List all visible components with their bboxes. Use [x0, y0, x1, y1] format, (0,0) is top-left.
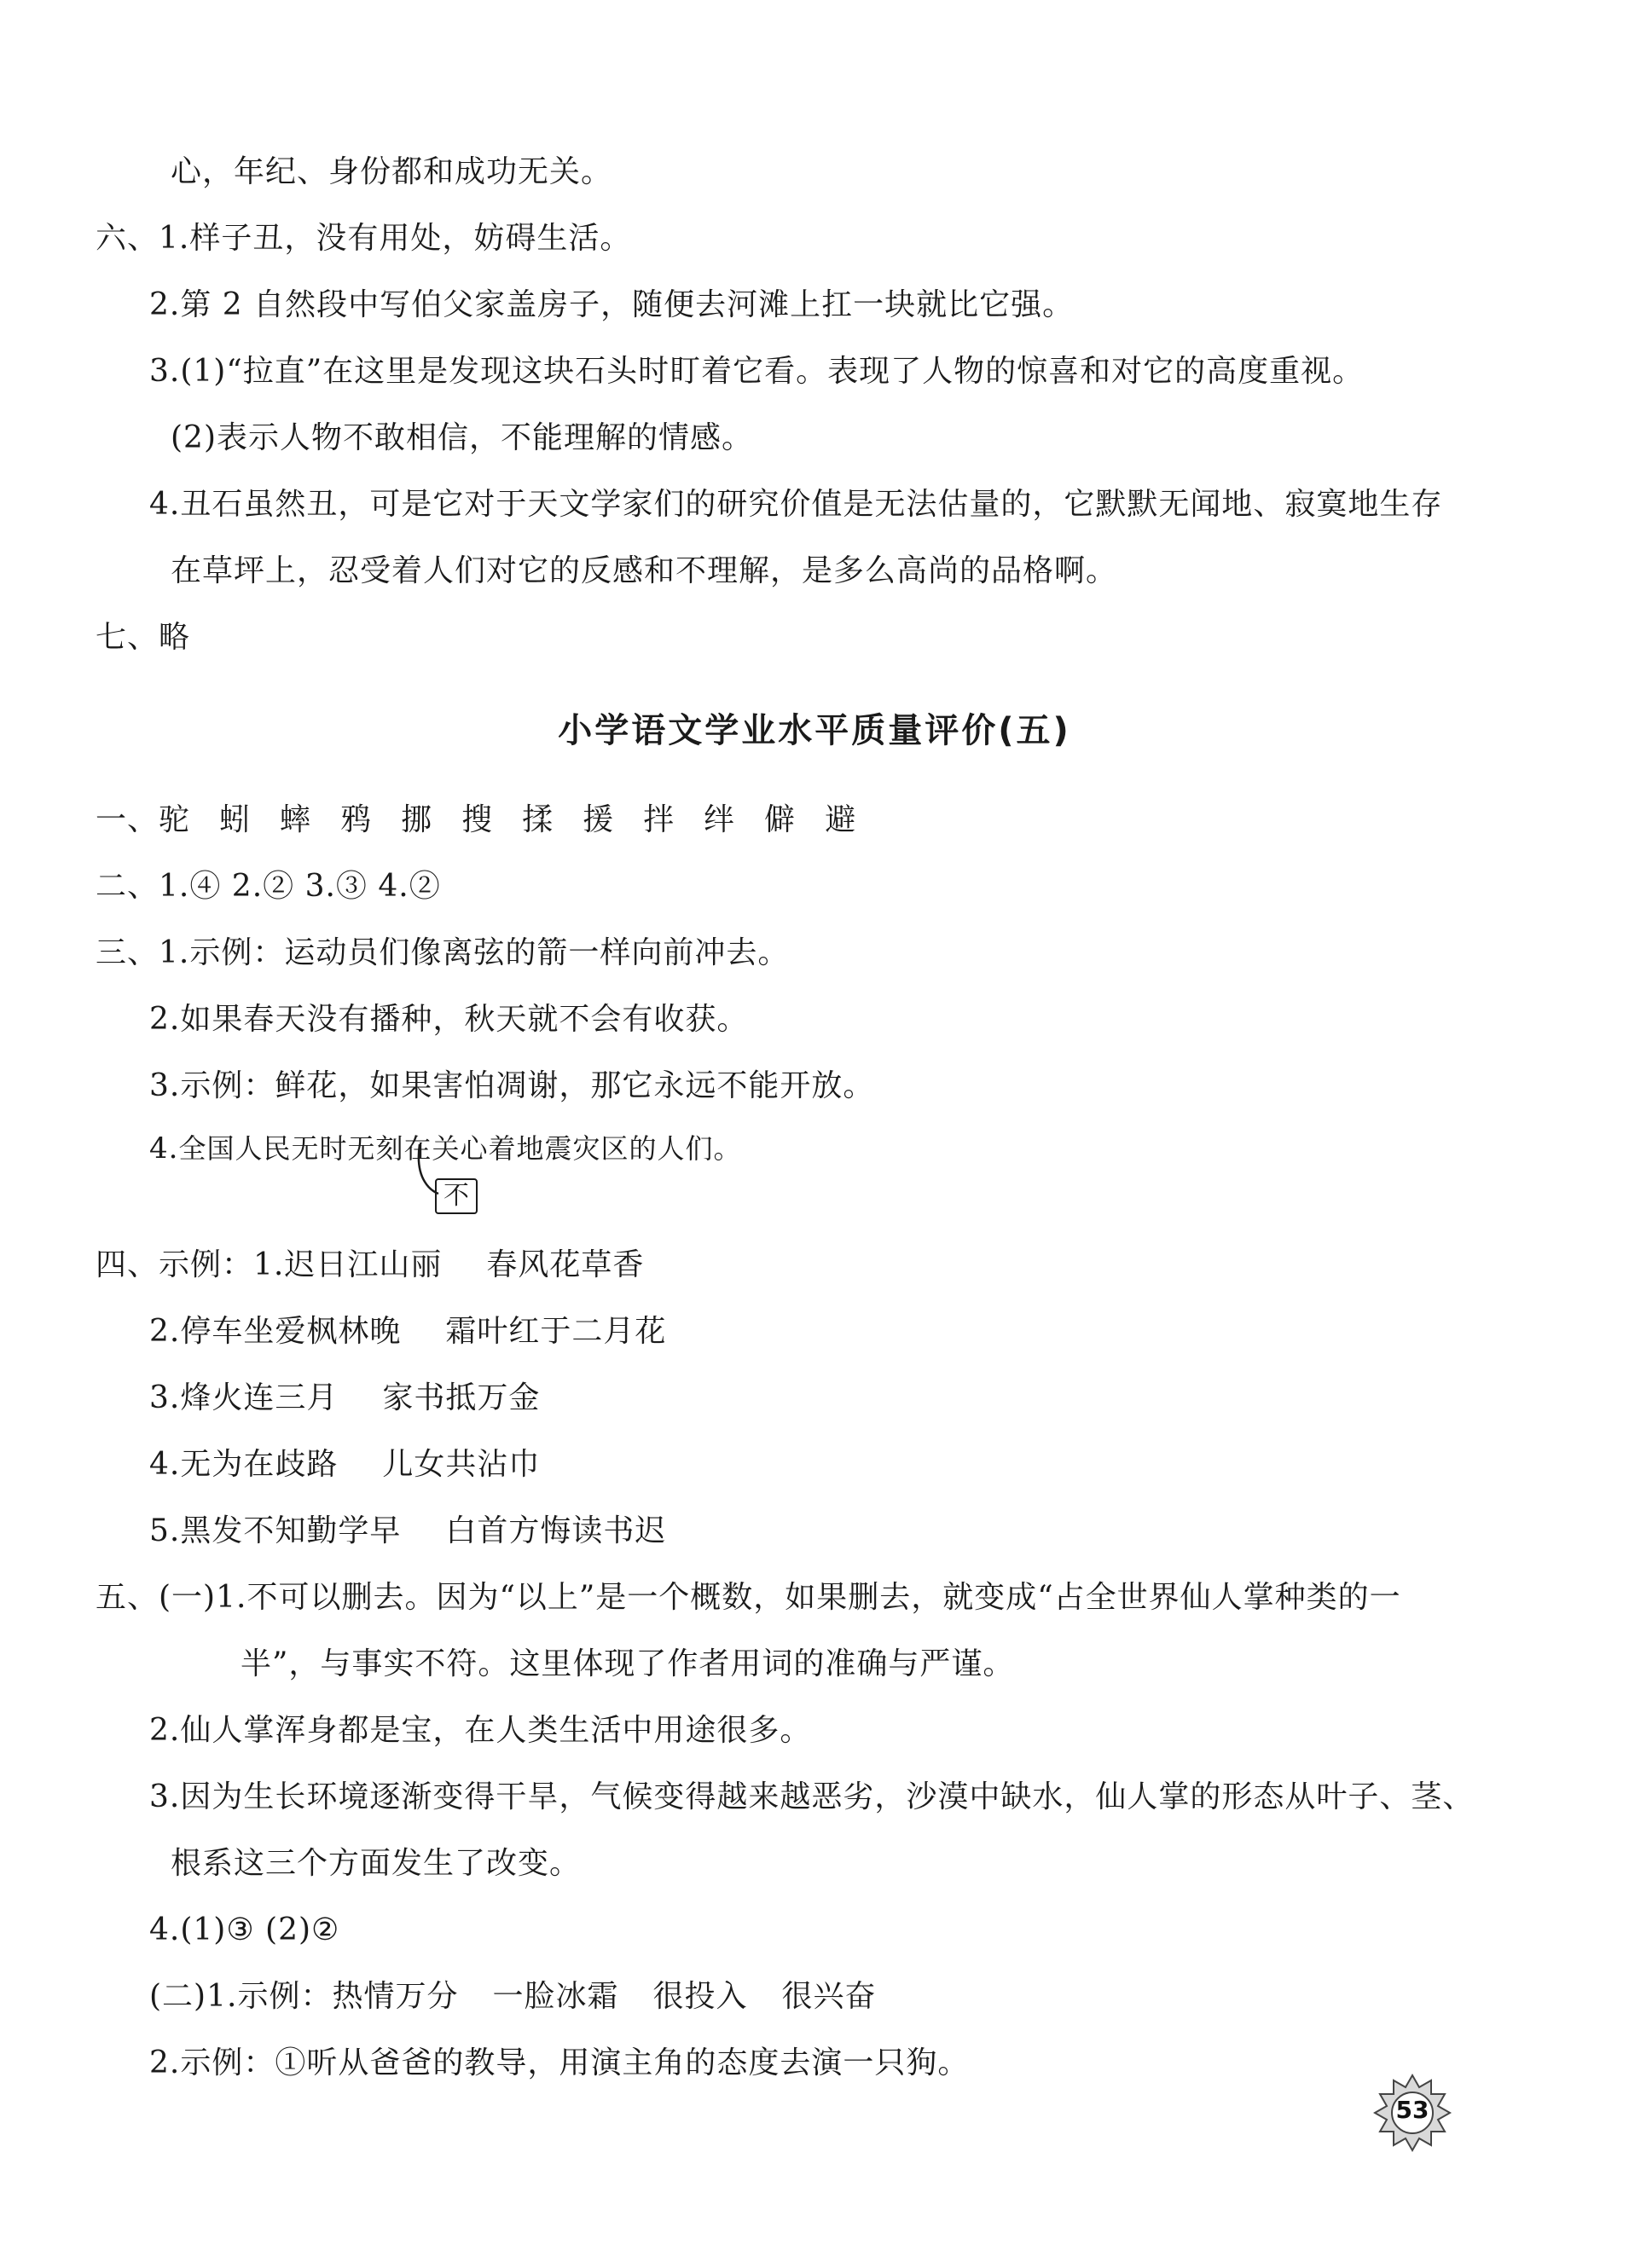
verse-line: 家书抵万金	[382, 1380, 541, 1415]
char-item: 蚓	[219, 802, 252, 837]
verse-line: 春风花草香	[486, 1247, 645, 1282]
answer-line: 4.丑石虽然丑，可是它对于天文学家们的研究价值是无法估量的，它默默无闻地、寂寞地生存	[149, 487, 1443, 522]
answer-line: (2)表示人物不敢相信，不能理解的情感。	[171, 420, 753, 455]
answer-line: 五、(一)1.不可以删去。因为“以上”是一个概数，如果删去，就变成“占全世界仙人掌种类的一	[96, 1580, 1401, 1615]
correction-sentence: 全国人民无时无刻在关心着地震灾区的人们。	[178, 1132, 742, 1165]
page-number-badge	[1371, 2072, 1453, 2154]
char-item: 拌	[643, 802, 675, 837]
answer-line: 根系这三个方面发生了改变。	[171, 1846, 582, 1881]
answer-line: 2.示例：①听从爸爸的教导，用演主角的态度去演一只狗。	[149, 2045, 970, 2080]
char-item: 驼	[159, 802, 191, 837]
verse-line: 3.烽火连三月	[149, 1380, 339, 1415]
verse-line: 5.黑发不知勤学早	[149, 1513, 402, 1548]
verse-line: 霜叶红于二月花	[445, 1314, 667, 1349]
answer-line: 二、1.④ 2.② 3.③ 4.②	[96, 869, 441, 904]
answer-phrase: 很兴奋	[781, 1979, 877, 2014]
verse-line: 儿女共沾巾	[382, 1447, 541, 1482]
char-list	[96, 801, 885, 839]
verse-line: 2.停车坐爱枫林晚	[149, 1314, 402, 1349]
insertion-mark	[409, 1134, 486, 1211]
item-number: 4.	[149, 1131, 179, 1166]
section-title: 小学语文学业水平质量评价(五)	[558, 711, 1071, 750]
char-item: 援	[583, 802, 615, 837]
answer-line: 2.仙人掌浑身都是宝，在人类生活中用途很多。	[149, 1713, 812, 1748]
answer-line	[149, 1513, 666, 1550]
answer-line: 在草坪上，忍受着人们对它的反感和不理解，是多么高尚的品格啊。	[171, 553, 1118, 588]
answer-line	[149, 1313, 666, 1351]
answer-line: 3.(1)“拉直”在这里是发现这块石头时盯着它看。表现了人物的惊喜和对它的高度重视。	[149, 354, 1365, 389]
char-item: 绊	[704, 802, 736, 837]
answer-line	[149, 1380, 540, 1417]
answer-line: 2.第 2 自然段中写伯父家盖房子，随便去河滩上扛一块就比它强。	[149, 287, 1075, 322]
answer-line: 七、略	[96, 620, 191, 655]
answer-line: 2.如果春天没有播种，秋天就不会有收获。	[149, 1002, 749, 1037]
answer-line: 4.(1)③ (2)②	[149, 1912, 340, 1947]
answer-line	[96, 1247, 644, 1284]
char-item: 搜	[461, 802, 494, 837]
page-number: 53	[1395, 2096, 1429, 2124]
char-item: 蟀	[280, 802, 312, 837]
answer-line: 3.示例：鲜花，如果害怕凋谢，那它永远不能开放。	[149, 1068, 875, 1103]
answer-phrase: (二)1.示例：热情万分	[149, 1979, 459, 2014]
inserted-character: 不	[435, 1178, 478, 1214]
char-item: 避	[825, 802, 857, 837]
answer-line	[149, 1978, 877, 2016]
answer-line: 3.因为生长环境逐渐变得干旱，气候变得越来越恶劣，沙漠中缺水，仙人掌的形态从叶子、茎、	[149, 1779, 1475, 1814]
answer-phrase: 一脸冰霜	[492, 1979, 619, 2014]
char-item: 挪	[401, 802, 433, 837]
answer-line: 三、1.示例：运动员们像离弦的箭一样向前冲去。	[96, 935, 790, 970]
answer-line: 六、1.样子丑，没有用处，妨碍生活。	[96, 221, 632, 256]
char-item: 鸦	[340, 802, 373, 837]
answer-line	[149, 1446, 540, 1484]
answer-line: 心，年纪、身份都和成功无关。	[171, 154, 613, 189]
verse-line: 4.无为在歧路	[149, 1447, 339, 1482]
verse-line: 四、示例：1.迟日江山丽	[96, 1247, 443, 1282]
char-item: 揉	[522, 802, 554, 837]
char-item: 僻	[764, 802, 797, 837]
char-list-prefix: 一、	[96, 802, 159, 837]
answer-line: 半”，与事实不符。这里体现了作者用词的准确与严谨。	[241, 1646, 1015, 1681]
answer-phrase: 很投入	[652, 1979, 748, 2014]
verse-line: 白首方悔读书迟	[445, 1513, 667, 1548]
